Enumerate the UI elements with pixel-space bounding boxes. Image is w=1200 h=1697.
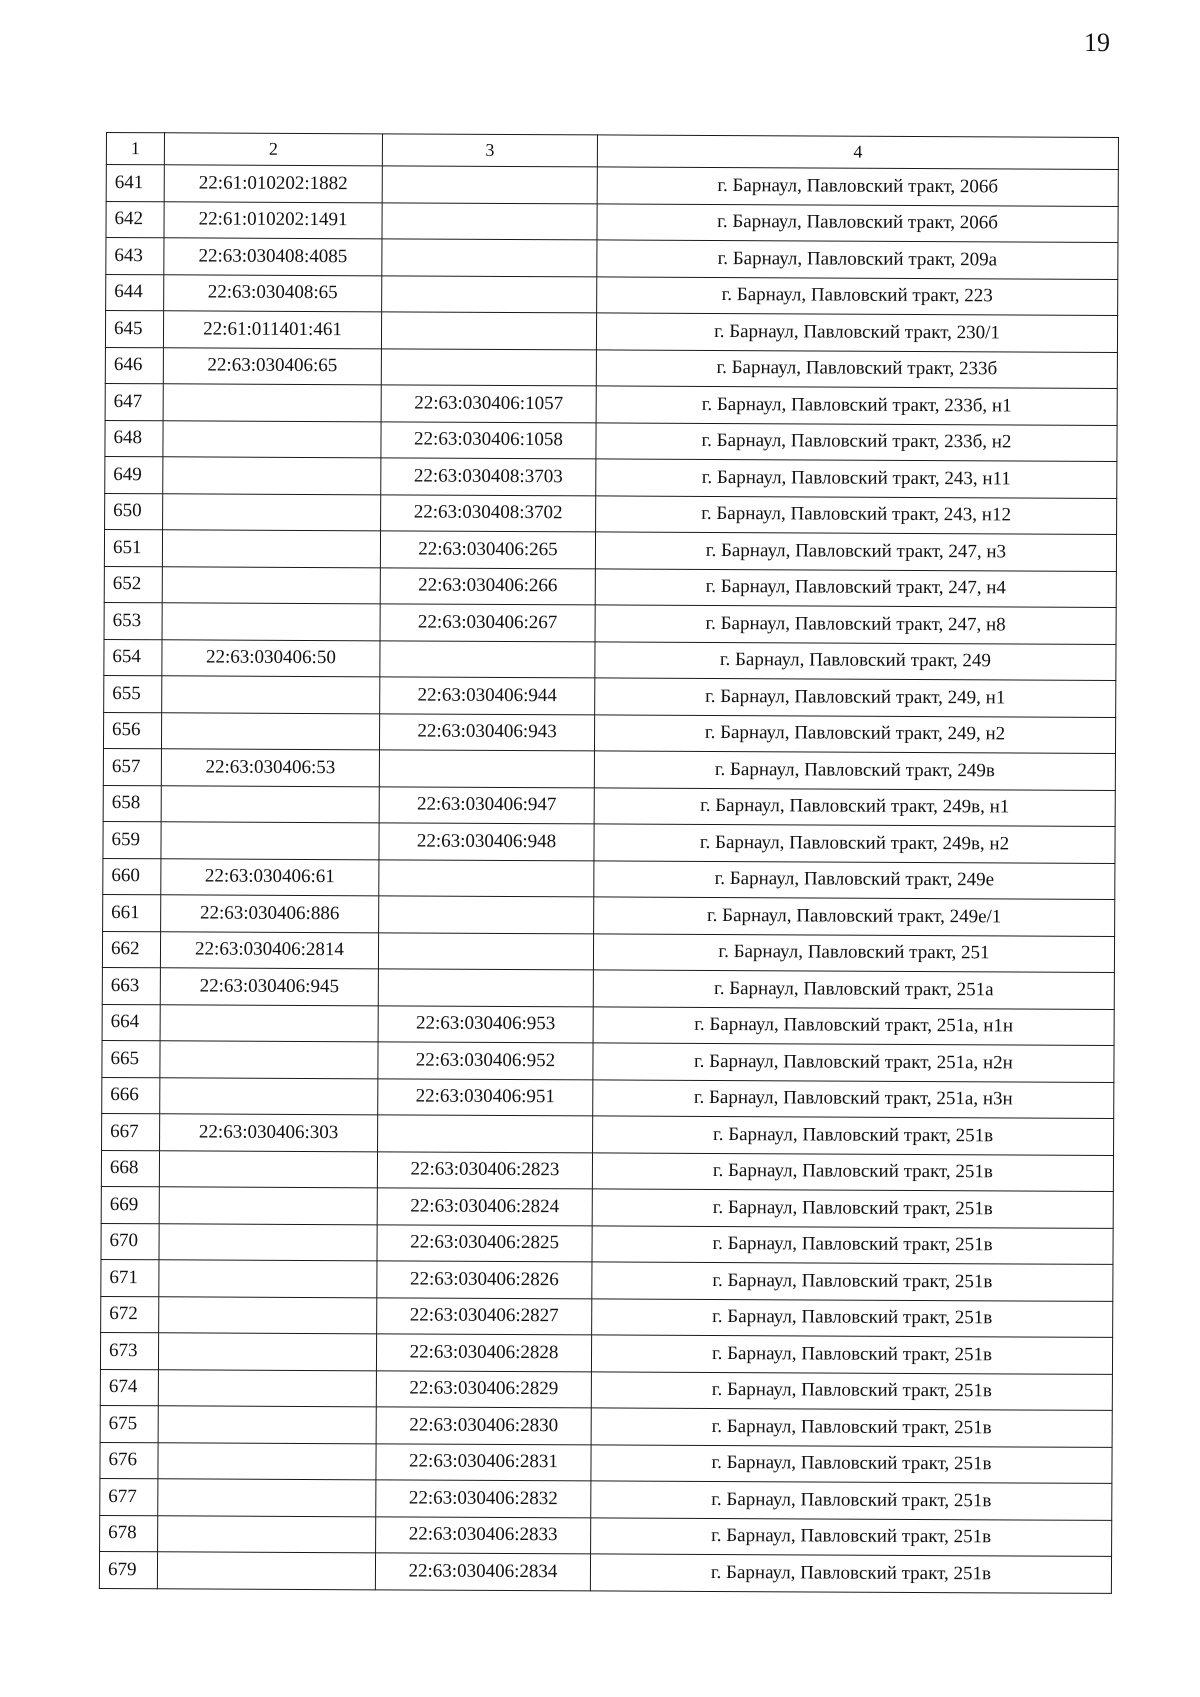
row-number-cell: 660 [103, 858, 161, 895]
cadastral-number-cell [162, 530, 380, 568]
object-cadastral-number-cell [382, 275, 597, 313]
table-row [101, 1296, 1113, 1337]
table-row [100, 1515, 1112, 1556]
object-cadastral-number-cell: 22:63:030406:2828 [376, 1334, 591, 1372]
header-col-1: 1 [106, 133, 164, 165]
object-cadastral-number-cell: 22:63:030406:267 [380, 604, 595, 642]
row-number-cell: 679 [99, 1551, 157, 1588]
row-number-cell: 673 [100, 1332, 158, 1369]
row-number-cell: 658 [103, 785, 161, 822]
row-number-cell: 644 [106, 274, 164, 311]
row-number-cell: 659 [103, 821, 161, 858]
table-row [105, 383, 1117, 424]
page-number: 19 [1084, 28, 1110, 57]
object-cadastral-number-cell [382, 166, 597, 204]
address-cell: г. Барнаул, Павловский тракт, 251в [591, 1371, 1112, 1410]
table-row [102, 931, 1114, 972]
object-cadastral-number-cell: 22:63:030406:951 [378, 1078, 593, 1116]
cadastral-number-cell: 22:63:030406:945 [160, 968, 378, 1006]
address-cell: г. Барнаул, Павловский тракт, 247, н3 [595, 532, 1116, 571]
row-number-cell: 655 [104, 675, 162, 712]
row-number-cell: 666 [102, 1077, 160, 1114]
object-cadastral-number-cell [378, 932, 593, 970]
address-cell: г. Барнаул, Павловский тракт, 251в [591, 1517, 1112, 1556]
cadastral-number-cell [161, 822, 379, 860]
row-number-cell: 653 [104, 602, 162, 639]
address-cell: г. Барнаул, Павловский тракт, 249в, н2 [594, 824, 1115, 863]
address-cell: г. Барнаул, Павловский тракт, 251а, н3н [593, 1079, 1114, 1118]
cadastral-number-cell: 22:61:010202:1491 [164, 201, 382, 239]
table-row [103, 712, 1115, 753]
cadastral-number-cell [160, 1077, 378, 1115]
row-number-cell: 667 [102, 1113, 160, 1150]
table-header-row [106, 133, 1118, 170]
address-cell: г. Барнаул, Павловский тракт, 251а [593, 970, 1114, 1009]
object-cadastral-number-cell [382, 239, 597, 277]
cadastral-number-cell [163, 457, 381, 495]
address-cell: г. Барнаул, Павловский тракт, 251в [591, 1408, 1112, 1447]
table-body [99, 165, 1118, 1593]
table-row [104, 675, 1116, 716]
row-number-cell: 677 [100, 1478, 158, 1515]
cadastral-number-cell [158, 1442, 376, 1480]
row-number-cell: 668 [101, 1150, 159, 1187]
object-cadastral-number-cell: 22:63:030406:2829 [376, 1370, 591, 1408]
address-cell: г. Барнаул, Павловский тракт, 251в [592, 1152, 1113, 1191]
row-number-cell: 671 [101, 1259, 159, 1296]
object-cadastral-number-cell [378, 1115, 593, 1153]
cadastral-number-cell [159, 1150, 377, 1188]
row-number-cell: 678 [100, 1515, 158, 1552]
object-cadastral-number-cell [382, 202, 597, 240]
table-row [106, 274, 1118, 315]
address-cell: г. Барнаул, Павловский тракт, 243, н12 [596, 495, 1117, 534]
address-cell: г. Барнаул, Павловский тракт, 243, н11 [596, 459, 1117, 498]
cadastral-number-cell [161, 712, 379, 750]
address-cell: г. Барнаул, Павловский тракт, 206б [597, 167, 1118, 206]
table-row [100, 1332, 1112, 1373]
object-cadastral-number-cell: 22:63:030406:948 [379, 823, 594, 861]
address-cell: г. Барнаул, Павловский тракт, 249е [594, 860, 1115, 899]
address-cell: г. Барнаул, Павловский тракт, 249в, н1 [594, 787, 1115, 826]
cadastral-number-cell: 22:63:030406:65 [163, 347, 381, 385]
cadastral-table [99, 132, 1119, 1593]
address-cell: г. Барнаул, Павловский тракт, 233б, н2 [596, 422, 1117, 461]
row-number-cell: 643 [106, 238, 164, 275]
object-cadastral-number-cell: 22:63:030406:947 [379, 786, 594, 824]
address-cell: г. Барнаул, Павловский тракт, 251в [593, 1116, 1114, 1155]
cadastral-number-cell [160, 1004, 378, 1042]
row-number-cell: 662 [102, 931, 160, 968]
address-cell: г. Барнаул, Павловский тракт, 206б [597, 203, 1118, 242]
address-cell: г. Барнаул, Павловский тракт, 251а, н2н [593, 1043, 1114, 1082]
table-row [106, 201, 1118, 242]
table-row [103, 821, 1115, 862]
table-row [99, 1551, 1111, 1592]
object-cadastral-number-cell: 22:63:030406:944 [380, 677, 595, 715]
object-cadastral-number-cell: 22:63:030406:2833 [376, 1516, 591, 1554]
object-cadastral-number-cell: 22:63:030406:266 [380, 567, 595, 605]
cadastral-number-cell [158, 1479, 376, 1517]
row-number-cell: 664 [102, 1004, 160, 1041]
cadastral-number-cell: 22:61:010202:1882 [164, 165, 382, 203]
cadastral-number-cell [160, 1041, 378, 1079]
address-cell: г. Барнаул, Павловский тракт, 251в [590, 1554, 1111, 1593]
row-number-cell: 661 [103, 894, 161, 931]
cadastral-number-cell [162, 566, 380, 604]
table-row [105, 347, 1117, 388]
table-row [105, 493, 1117, 534]
object-cadastral-number-cell [379, 750, 594, 788]
object-cadastral-number-cell: 22:63:030406:953 [378, 1005, 593, 1043]
object-cadastral-number-cell: 22:63:030406:2823 [377, 1151, 592, 1189]
table-row [105, 420, 1117, 461]
table-row [103, 785, 1115, 826]
table-row [103, 894, 1115, 935]
table-row [100, 1442, 1112, 1483]
object-cadastral-number-cell: 22:63:030406:952 [378, 1042, 593, 1080]
address-cell: г. Барнаул, Павловский тракт, 249е/1 [594, 897, 1115, 936]
address-cell: г. Барнаул, Павловский тракт, 249, н2 [594, 714, 1115, 753]
header-col-4: 4 [597, 135, 1118, 170]
cadastral-number-cell [162, 676, 380, 714]
address-cell: г. Барнаул, Павловский тракт, 251в [591, 1444, 1112, 1483]
address-cell: г. Барнаул, Павловский тракт, 251в [591, 1335, 1112, 1374]
object-cadastral-number-cell [379, 896, 594, 934]
table-row [102, 1004, 1114, 1045]
address-cell: г. Барнаул, Павловский тракт, 230/1 [596, 313, 1117, 352]
table-row [103, 748, 1115, 789]
address-cell: г. Барнаул, Павловский тракт, 223 [597, 276, 1118, 315]
address-cell: г. Барнаул, Павловский тракт, 249, н1 [595, 678, 1116, 717]
object-cadastral-number-cell [378, 969, 593, 1007]
table-row [102, 1040, 1114, 1081]
object-cadastral-number-cell: 22:63:030406:2834 [375, 1553, 590, 1591]
table-row [102, 967, 1114, 1008]
object-cadastral-number-cell: 22:63:030406:2826 [377, 1261, 592, 1299]
table-row [104, 602, 1116, 643]
address-cell: г. Барнаул, Павловский тракт, 251в [592, 1298, 1113, 1337]
table-row [104, 566, 1116, 607]
object-cadastral-number-cell [379, 859, 594, 897]
cadastral-number-cell: 22:63:030406:2814 [160, 931, 378, 969]
cadastral-number-cell [161, 785, 379, 823]
object-cadastral-number-cell: 22:63:030406:2832 [376, 1480, 591, 1518]
cadastral-number-cell: 22:63:030406:61 [161, 858, 379, 896]
table-row [100, 1478, 1112, 1519]
table-row [100, 1369, 1112, 1410]
table-container [99, 132, 1118, 1593]
address-cell: г. Барнаул, Павловский тракт, 251 [593, 933, 1114, 972]
row-number-cell: 665 [102, 1040, 160, 1077]
address-cell: г. Барнаул, Павловский тракт, 247, н4 [595, 568, 1116, 607]
row-number-cell: 663 [102, 967, 160, 1004]
table-row [105, 456, 1117, 497]
object-cadastral-number-cell: 22:63:030406:2827 [377, 1297, 592, 1335]
object-cadastral-number-cell: 22:63:030406:2831 [376, 1443, 591, 1481]
cadastral-number-cell [162, 603, 380, 641]
table-row [104, 639, 1116, 680]
address-cell: г. Барнаул, Павловский тракт, 249в [594, 751, 1115, 790]
row-number-cell: 650 [105, 493, 163, 530]
row-number-cell: 654 [104, 639, 162, 676]
row-number-cell: 670 [101, 1223, 159, 1260]
table-row [101, 1150, 1113, 1191]
row-number-cell: 652 [104, 566, 162, 603]
cadastral-number-cell: 22:63:030406:50 [162, 639, 380, 677]
table-row [101, 1186, 1113, 1227]
object-cadastral-number-cell: 22:63:030406:1057 [381, 385, 596, 423]
row-number-cell: 676 [100, 1442, 158, 1479]
table-row [106, 165, 1118, 206]
row-number-cell: 642 [106, 201, 164, 238]
row-number-cell: 674 [100, 1369, 158, 1406]
table-row [102, 1077, 1114, 1118]
row-number-cell: 646 [105, 347, 163, 384]
row-number-cell: 649 [105, 456, 163, 493]
address-cell: г. Барнаул, Павловский тракт, 233б [596, 349, 1117, 388]
object-cadastral-number-cell: 22:63:030408:3702 [381, 494, 596, 532]
table-row [103, 858, 1115, 899]
cadastral-number-cell: 22:61:011401:461 [163, 311, 381, 349]
row-number-cell: 669 [101, 1186, 159, 1223]
cadastral-number-cell: 22:63:030406:303 [160, 1114, 378, 1152]
table-row [101, 1259, 1113, 1300]
object-cadastral-number-cell: 22:63:030406:2830 [376, 1407, 591, 1445]
cadastral-number-cell [158, 1515, 376, 1553]
address-cell: г. Барнаул, Павловский тракт, 247, н8 [595, 605, 1116, 644]
cadastral-number-cell [159, 1296, 377, 1334]
address-cell: г. Барнаул, Павловский тракт, 251в [592, 1225, 1113, 1264]
cadastral-number-cell: 22:63:030408:4085 [164, 238, 382, 276]
table-row [100, 1405, 1112, 1446]
address-cell: г. Барнаул, Павловский тракт, 251в [592, 1262, 1113, 1301]
row-number-cell: 648 [105, 420, 163, 457]
object-cadastral-number-cell: 22:63:030408:3703 [381, 458, 596, 496]
table-row [102, 1113, 1114, 1154]
address-cell: г. Барнаул, Павловский тракт, 233б, н1 [596, 386, 1117, 425]
header-col-2: 2 [164, 133, 382, 166]
row-number-cell: 657 [103, 748, 161, 785]
cadastral-number-cell [158, 1406, 376, 1444]
address-cell: г. Барнаул, Павловский тракт, 209а [597, 240, 1118, 279]
cadastral-number-cell [158, 1333, 376, 1371]
row-number-cell: 672 [101, 1296, 159, 1333]
row-number-cell: 651 [104, 529, 162, 566]
row-number-cell: 675 [100, 1405, 158, 1442]
object-cadastral-number-cell: 22:63:030406:943 [379, 713, 594, 751]
object-cadastral-number-cell [380, 640, 595, 678]
object-cadastral-number-cell [381, 312, 596, 350]
cadastral-number-cell [163, 384, 381, 422]
cadastral-number-cell: 22:63:030408:65 [164, 274, 382, 312]
object-cadastral-number-cell: 22:63:030406:265 [380, 531, 595, 569]
header-col-3: 3 [382, 134, 597, 167]
cadastral-number-cell [159, 1260, 377, 1298]
cadastral-number-cell [159, 1223, 377, 1261]
cadastral-number-cell [163, 420, 381, 458]
row-number-cell: 656 [103, 712, 161, 749]
table-row [104, 529, 1116, 570]
address-cell: г. Барнаул, Павловский тракт, 251в [591, 1481, 1112, 1520]
table-row [106, 238, 1118, 279]
cadastral-number-cell [158, 1369, 376, 1407]
cadastral-number-cell [163, 493, 381, 531]
object-cadastral-number-cell [381, 348, 596, 386]
cadastral-number-cell: 22:63:030406:53 [161, 749, 379, 787]
cadastral-number-cell [159, 1187, 377, 1225]
object-cadastral-number-cell: 22:63:030406:2824 [377, 1188, 592, 1226]
cadastral-number-cell [157, 1552, 375, 1590]
row-number-cell: 641 [106, 165, 164, 202]
row-number-cell: 645 [105, 311, 163, 348]
table-row [105, 311, 1117, 352]
object-cadastral-number-cell: 22:63:030406:2825 [377, 1224, 592, 1262]
address-cell: г. Барнаул, Павловский тракт, 251а, н1н [593, 1006, 1114, 1045]
table-row [101, 1223, 1113, 1264]
cadastral-number-cell: 22:63:030406:886 [161, 895, 379, 933]
address-cell: г. Барнаул, Павловский тракт, 249 [595, 641, 1116, 680]
row-number-cell: 647 [105, 383, 163, 420]
address-cell: г. Барнаул, Павловский тракт, 251в [592, 1189, 1113, 1228]
object-cadastral-number-cell: 22:63:030406:1058 [381, 421, 596, 459]
